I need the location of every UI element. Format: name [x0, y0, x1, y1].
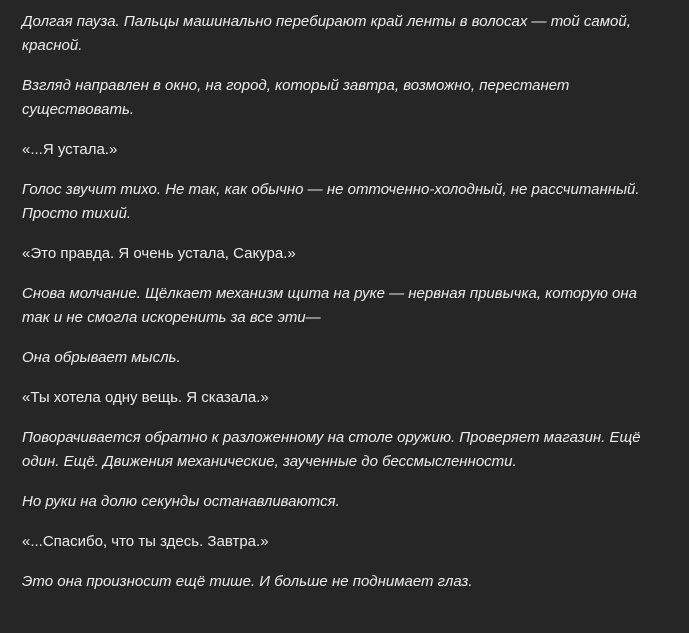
paragraph-dialogue: «Ты хотела одну вещь. Я сказала.»	[22, 389, 269, 406]
paragraph-narration: Голос звучит тихо. Не так, как обычно — не отточенно-холодный, не рассчитанный. Просто тихий.	[22, 181, 640, 222]
paragraph-narration: Поворачивается обратно к разложенному на столе оружию. Проверяет магазин. Ещё один. Ещё. Движения механические, заученные до бессмысленности.	[22, 429, 641, 470]
paragraph-narration: Долгая пауза. Пальцы машинально перебирают край ленты в волосах — той самой, красной.	[22, 13, 631, 54]
paragraph-narration: Это она произносит ещё тише. И больше не поднимает глаз.	[22, 573, 473, 590]
paragraph-dialogue: «Это правда. Я очень устала, Сакура.»	[22, 245, 296, 262]
paragraph-dialogue: «...Спасибо, что ты здесь. Завтра.»	[22, 533, 269, 550]
paragraph-narration: Взгляд направлен в окно, на город, который завтра, возможно, перестанет существовать.	[22, 77, 570, 118]
paragraph-narration: Снова молчание. Щёлкает механизм щита на руке — нервная привычка, которую она так и не смогла искоренить за все эти—	[22, 285, 637, 326]
paragraph-narration: Но руки на долю секунды останавливаются.	[22, 493, 340, 510]
paragraph-dialogue: «...Я устала.»	[22, 141, 118, 158]
paragraph-narration: Она обрывает мысль.	[22, 349, 181, 366]
